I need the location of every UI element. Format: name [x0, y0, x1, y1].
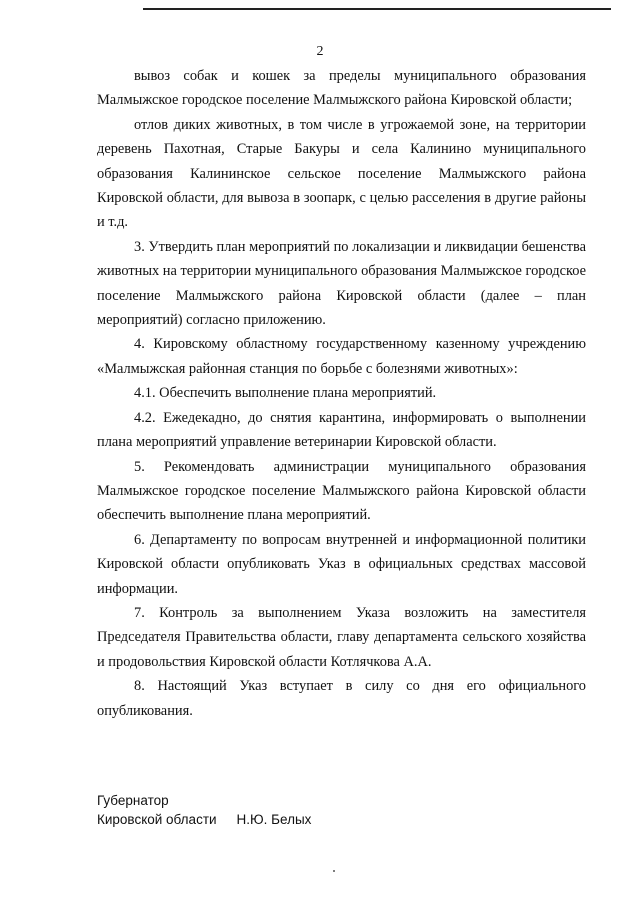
page-number: 2 [316, 44, 324, 59]
paragraph-item-5: 5. Рекомендовать администрации муниципального образования Малмыжское городское поселение Малмыжского района Кировской области обеспечить выполнение плана мероприятий. [97, 458, 586, 524]
signatory-region: Кировской области [97, 812, 217, 827]
paragraph-item-8: 8. Настоящий Указ вступает в силу со дня его официального опубликования. [97, 678, 586, 719]
scan-speck [333, 870, 335, 872]
paragraph-item-3: 3. Утвердить план мероприятий по локализации и ликвидации бешенства животных на территории муниципального образования Малмыжское городское поселение Малмыжского района Кировской области (далее – план мероприятий) согласно приложению. [97, 238, 586, 329]
paragraph-wild-animals-capture: отлов диких животных, в том числе в угрожаемой зоне, на территории деревень Пахотная, Старые Бакуры и села Калинино муниципального образования Калининское сельское поселение Малмыжского района Кировской области, для вывоза в зоопарк, с целью расселения в другие районы и т.д. [97, 116, 586, 231]
signatory-region-line [97, 810, 311, 829]
paragraph-item-4: 4. Кировскому областному государственному казенному учреждению «Малмыжская районная станция по борьбе с болезнями животных»: [97, 336, 586, 377]
signature-block [97, 791, 311, 829]
top-rule [143, 8, 611, 10]
paragraph-item-4-1: 4.1. Обеспечить выполнение плана мероприятий. [134, 385, 437, 402]
paragraph-item-6: 6. Департаменту по вопросам внутренней и информационной политики Кировской области опубликовать Указ в официальных средствах массовой информации. [97, 531, 586, 597]
document-body [97, 64, 586, 723]
paragraph-item-7: 7. Контроль за выполнением Указа возложить на заместителя Председателя Правительства области, главу департамента сельского хозяйства и продовольствия Кировской области Котлячкова А.А. [97, 604, 586, 670]
signatory-name: Н.Ю. Белых [236, 812, 312, 827]
signatory-title: Губернатор [97, 793, 169, 808]
paragraph-item-4-2: 4.2. Ежедекадно, до снятия карантина, информировать о выполнении плана мероприятий управление ветеринарии Кировской области. [97, 409, 586, 451]
paragraph-dogs-cats-removal: вывоз собак и кошек за пределы муниципального образования Малмыжское городское поселение Малмыжского района Кировской области; [97, 68, 586, 109]
